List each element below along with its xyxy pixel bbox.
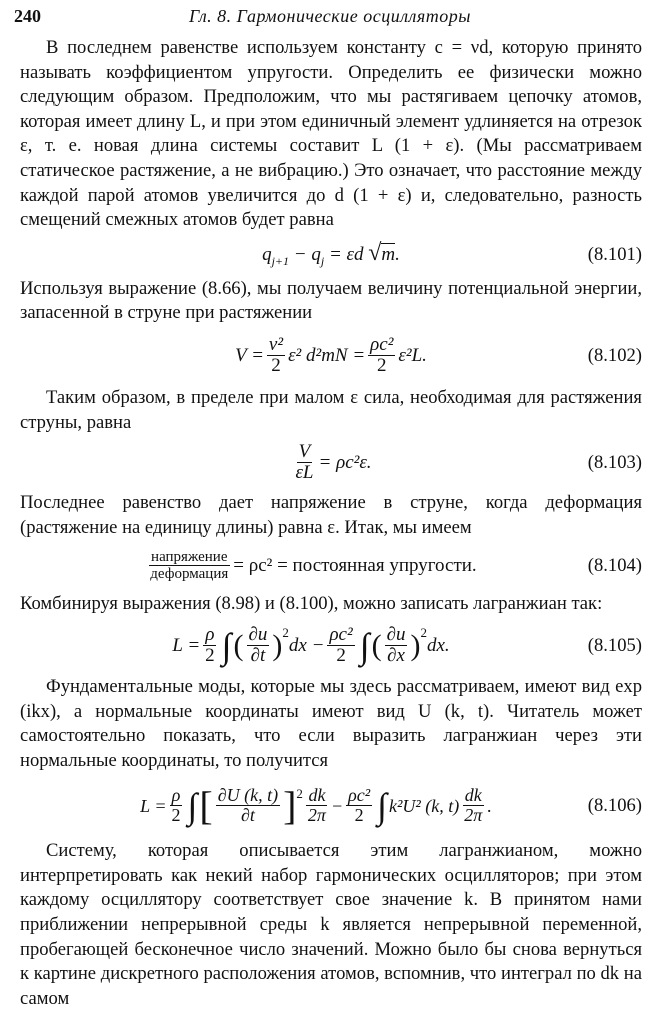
- paragraph-3: Таким образом, в пределе при малом ε сила, необходимая для растяжения струны, равна: [20, 386, 642, 433]
- equation-number: (8.105): [587, 634, 642, 656]
- equation-number: (8.104): [587, 555, 642, 577]
- paragraph-6: Фундаментальные моды, которые мы здесь рассматриваем, имеют вид exp (ikx), а нормальные координаты имеют вид U (k, t). Читатель может самостоятельно показать, что если выразить лагранжиан через эти нормальные координаты, то получится: [20, 675, 642, 771]
- page-body: [20, 36, 642, 1011]
- running-title: Гл. 8. Гармонические осцилляторы: [189, 6, 471, 26]
- paragraph-5: Комбинируя выражения (8.98) и (8.100), можно записать лагранжиан так:: [20, 593, 603, 615]
- equation-8-106: L = $\frac{\rho}{2}$ ∫ [ $\frac{\partial U (k, t)}{\partial t}$ ] 2 $\frac{dk}{2\pi}$ − $\frac{\text{ρc²}}{2}$ ∫ k²U² (k, t) $\frac{dk}{2\pi}$ . (8.106): [140, 783, 642, 829]
- equation-8-101: $q_{j+1} - q_j = \varepsilon d$ √m. (8.101): [262, 240, 642, 269]
- equation-number: (8.103): [587, 452, 642, 474]
- page-header: [14, 6, 646, 30]
- equation-number: (8.102): [587, 344, 642, 366]
- equation-8-104: $\frac{\text{напряжение}}{\text{деформация}}$ = ρc² = постоянная упругости. (8.104): [150, 548, 642, 583]
- equation-number: (8.106): [587, 795, 642, 817]
- equation-number: (8.101): [587, 243, 642, 265]
- paragraph-4: Последнее равенство дает напряжение в струне, когда деформация (растяжение на единицу длины) равна ε. Итак, мы имеем: [20, 492, 642, 538]
- equation-8-103: $\frac{V}{\varepsilon L}$ = ρc²ε. (8.103): [295, 441, 642, 484]
- equation-8-105: L = $\frac{\rho}{2}$ ∫ ( $\frac{\partial u}{\partial t}$ ) 2 dx − $\frac{\text{ρc²}}{2}$ ∫ ( $\frac{\partial u}{\partial x}$ ) 2 dx. (8.105): [172, 623, 642, 666]
- paragraph-2: Используя выражение (8.66), мы получаем величину потенциальной энергии, запасенной в струне при растяжении: [20, 277, 642, 324]
- equation-8-102: V = $\frac{\text{ν²}}{2}$ ε² d²mN = $\frac{\text{ρc²}}{2}$ ε²L. (8.102): [235, 334, 642, 376]
- paragraph-7: Систему, которая описывается этим лагранжианом, можно интерпретировать как некий набор гармонических осцилляторов; при этом каждому осциллятору соответствует свое значение k. В принятом нами приближении непрерывной среды k является непрерывной переменной, пробегающей бесконечное число значений. Можно было бы снова вернуться к картине дискретного расположения атомов, вспомнив, что интеграл по dk на самом: [20, 840, 642, 1009]
- paragraph-1: В последнем равенстве используем константу c = νd, которую принято называть коэффициентом упругости. Определить ее физически можно следующим образом. Предположим, что мы растягиваем цепочку атомов, которая имеет длину L, и при этом единичный элемент удлиняется на отрезок ε, т. е. новая длина системы составит L (1 + ε). (Мы рассматриваем статическое растяжение, а не вибрацию.) Это означает, что расстояние между каждой парой атомов увеличится до d (1 + ε) и, следовательно, разность смещений смежных атомов будет равна: [20, 37, 642, 231]
- page-number: 240: [14, 6, 41, 26]
